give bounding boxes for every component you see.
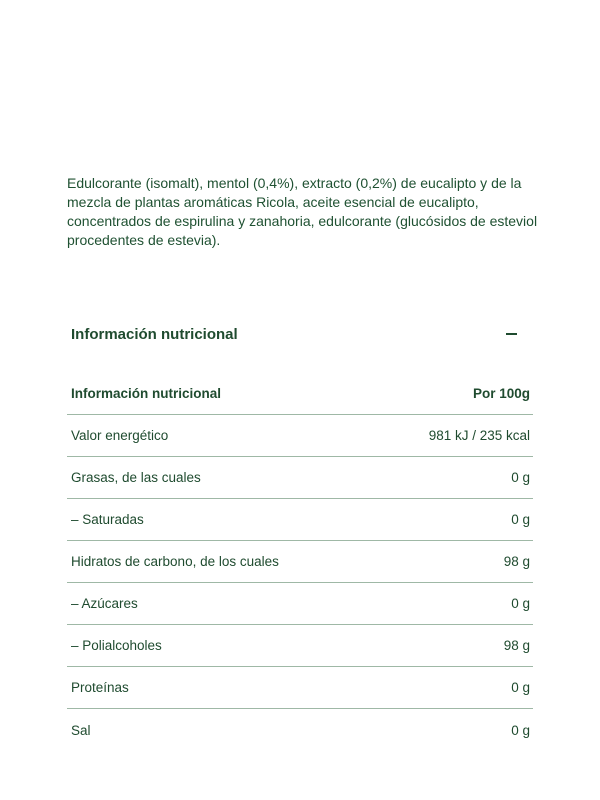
row-value: 0 g bbox=[511, 596, 530, 611]
table-row bbox=[67, 499, 533, 541]
table-row bbox=[67, 709, 533, 751]
nutrition-section bbox=[67, 315, 533, 751]
header-label: Información nutricional bbox=[71, 386, 222, 401]
row-label: Hidratos de carbono, de los cuales bbox=[71, 554, 279, 569]
table-row bbox=[67, 415, 533, 457]
minus-icon[interactable] bbox=[506, 333, 517, 335]
table-row bbox=[67, 541, 533, 583]
row-label: – Azúcares bbox=[71, 596, 138, 611]
table-row bbox=[67, 625, 533, 667]
nutrition-table bbox=[67, 373, 533, 751]
ingredients-text: Edulcorante (isomalt), mentol (0,4%), extracto (0,2%) de eucalipto y de la mezcla de plantas aromáticas Ricola, aceite esencial de eucalipto, concentrados de espirulina y zanahoria, edulcorante (glucósidos de esteviol procedentes de estevia). bbox=[67, 175, 538, 248]
row-value: 981 kJ / 235 kcal bbox=[428, 428, 530, 443]
row-label: Grasas, de las cuales bbox=[71, 470, 201, 485]
row-label: – Saturadas bbox=[71, 512, 144, 527]
table-row bbox=[67, 583, 533, 625]
row-label: Proteínas bbox=[71, 680, 129, 695]
row-value: 0 g bbox=[511, 470, 530, 485]
row-value: 98 g bbox=[503, 638, 530, 653]
row-value: 98 g bbox=[503, 554, 530, 569]
row-label: – Polialcoholes bbox=[71, 638, 162, 653]
nutrition-accordion-header[interactable] bbox=[67, 315, 533, 353]
nutrition-table-header bbox=[67, 373, 533, 415]
row-value: 0 g bbox=[511, 512, 530, 527]
row-label: Valor energético bbox=[71, 428, 169, 443]
nutrition-section-title: Información nutricional bbox=[71, 325, 238, 343]
table-row bbox=[67, 457, 533, 499]
row-value: 0 g bbox=[511, 722, 530, 738]
header-value: Por 100g bbox=[472, 386, 530, 401]
row-label: Sal bbox=[71, 722, 91, 738]
row-value: 0 g bbox=[511, 680, 530, 695]
table-row bbox=[67, 667, 533, 709]
